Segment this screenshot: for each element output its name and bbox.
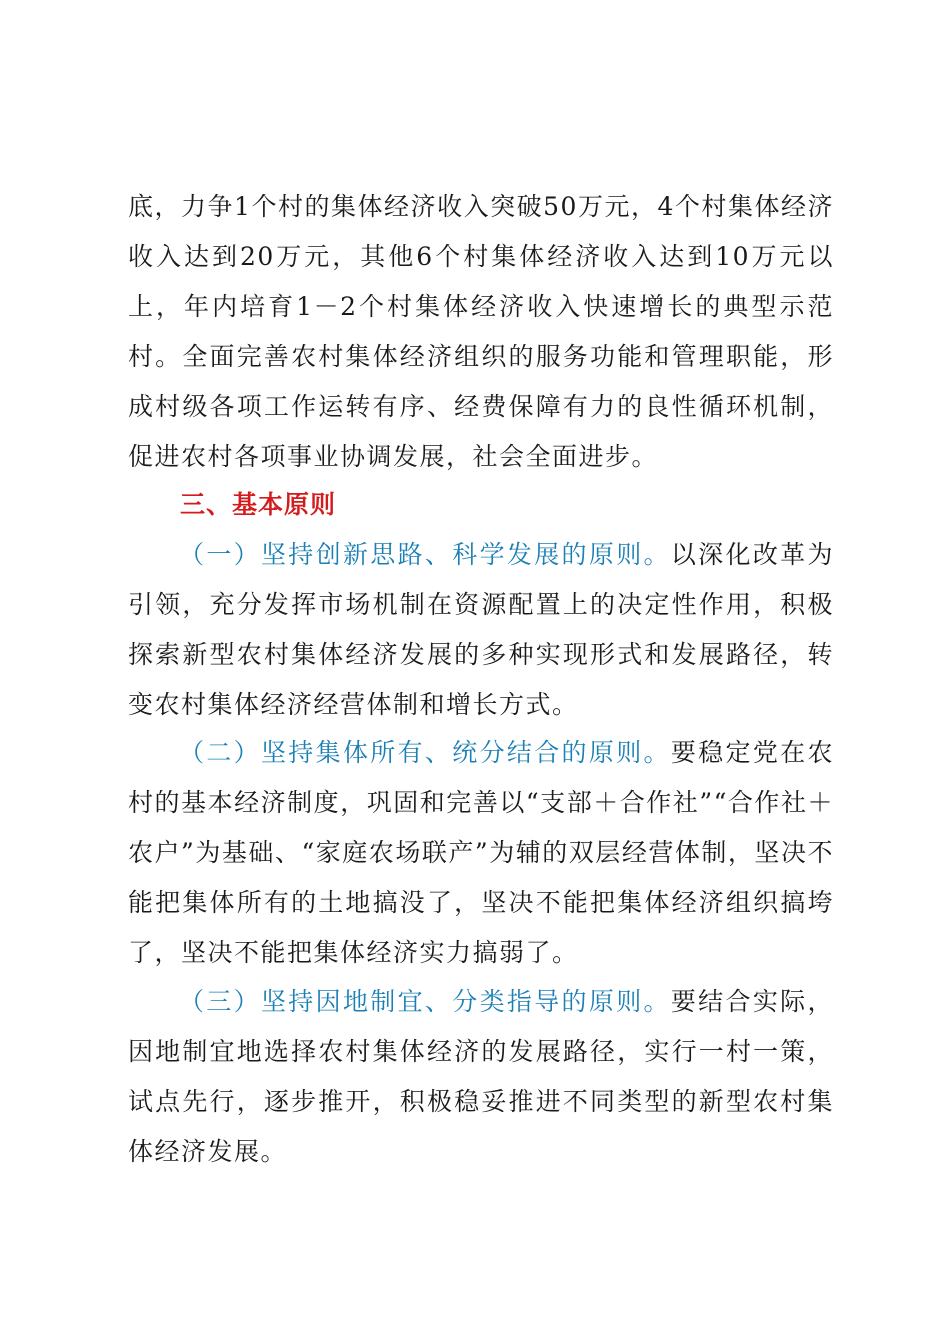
principle-body-2: 要稳定党在农村的基本经济制度，巩固和完善以“支部＋合作社”“合作社＋农户”为基础、“家庭农场联产”为辅的双层经营体制，坚决不能把集体所有的土地搞没了，坚决不能把集体经济组织搞垮了，坚决不能把集体经济实力搞弱了。 [128, 738, 834, 967]
principle-paragraph-2 [128, 728, 834, 978]
principle-body-1: 以深化改革为引领，充分发挥市场机制在资源配置上的决定性作用，积极探索新型农村集体经济发展的多种实现形式和发展路径，转变农村集体经济经营体制和增长方式。 [128, 540, 834, 719]
principle-lead-3: （三）坚持因地制宜、分类指导的原则。 [179, 987, 671, 1016]
principle-lead-2: （二）坚持集体所有、统分结合的原则。 [179, 738, 671, 767]
intro-paragraph: 底，力争1个村的集体经济收入突破50万元，4个村集体经济收入达到20万元，其他6个村集体经济收入达到10万元以上，年内培育1－2个村集体经济收入快速增长的典型示范村。全面完善农村集体经济组织的服务功能和管理职能，形成村级各项工作运转有序、经费保障有力的良性循环机制，促进农村各项事业协调发展，社会全面进步。 [128, 192, 834, 471]
section-heading: 三、基本原则 [180, 490, 337, 519]
principle-paragraph-3 [128, 977, 834, 1177]
principle-paragraph-1 [128, 530, 834, 730]
principle-lead-1: （一）坚持创新思路、科学发展的原则。 [179, 540, 671, 569]
principle-body-3: 要结合实际，因地制宜地选择农村集体经济的发展路径，实行一村一策，试点先行，逐步推开，积极稳妥推进不同类型的新型农村集体经济发展。 [128, 987, 834, 1166]
